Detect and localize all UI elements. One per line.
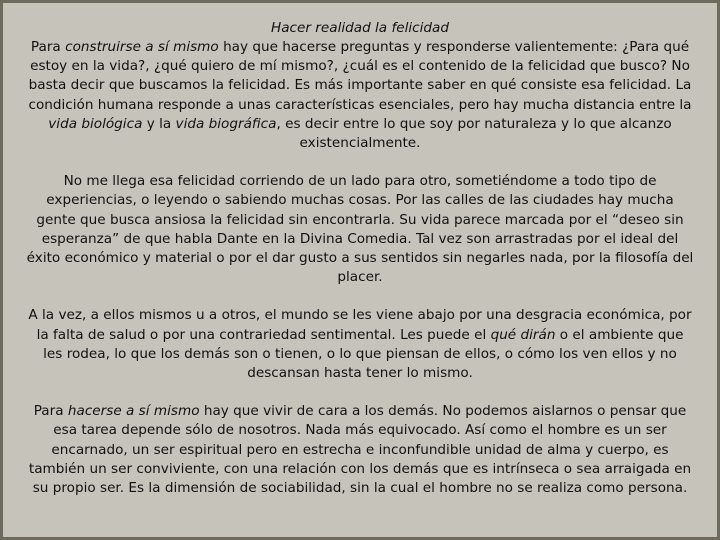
- text-run: A la vez, a ellos mismos u a otros, el mundo se les viene abajo por una desgracia económica, por la falta de salud o por una contrariedad sentimental. Les puede el: [28, 307, 692, 343]
- italic-phrase: qué dirán: [490, 326, 556, 343]
- italic-phrase: vida biológica: [48, 115, 143, 132]
- paragraph-3: [25, 306, 695, 383]
- italic-phrase: hacerse a sí mismo: [67, 403, 200, 420]
- text-run: Para: [30, 39, 66, 55]
- text-run: hay que hacerse preguntas y responderse valientemente: ¿Para qué estoy en la vida?, ¿qué quiero de mí mismo?, ¿cuál es el contenido de la felicidad que busco? No basta decir que buscamos la felicidad. Es más importante saber en qué consiste esa felicidad. La condición humana responde a unas características esenciales, pero hay mucha distancia entre la: [28, 39, 692, 113]
- paragraph-1: [25, 38, 695, 153]
- italic-phrase: construirse a sí mismo: [65, 39, 219, 55]
- text-run: o el ambiente que les rodea, lo que los demás son o tienen, o lo que piensan de ellos, o cómo los ven ellos y no descansan hasta tener lo mismo.: [43, 326, 684, 382]
- text-run: y la: [142, 115, 176, 132]
- text-run: hay que vivir de cara a los demás. No podemos aislarnos o pensar que esa tarea depende sólo de nosotros. Nada más equivocado. Así como el hombre es un ser encarnado, un ser espiritual pero en estrecha e inconfundible unidad de alma y cuerpo, es también un ser conviviente, con una relación con los demás que es intrínseca o sea arraigada en su propio ser. Es la dimensión de sociabilidad, sin la cual el hombre no se realiza como persona.: [28, 403, 692, 497]
- text-run: , es decir entre lo que soy por naturaleza y lo que alcanzo existencialmente.: [276, 115, 672, 152]
- slide-title: Hacer realidad la felicidad: [270, 20, 449, 36]
- paragraph-2: [25, 172, 695, 287]
- paragraph-4: [25, 402, 695, 498]
- text-run: No me llega esa felicidad corriendo de un lado para otro, sometiéndome a todo tipo de experiencias, o leyendo o sabiendo muchas cosas. Por las calles de las ciudades hay mucha gente que busca ansiosa la felicidad sin encontrarla. Su vida parece marcada por el “deseo sin esperanza” de que habla Dante en la Divina Comedia. Tal vez son arrastradas por el ideal del éxito económico y material o por el dar gusto a sus sentidos sin negarles nada, por la filosofía del placer.: [26, 173, 694, 286]
- body-text: [25, 38, 695, 498]
- text-run: Para: [33, 403, 68, 420]
- italic-phrase: vida biográfica: [175, 115, 277, 132]
